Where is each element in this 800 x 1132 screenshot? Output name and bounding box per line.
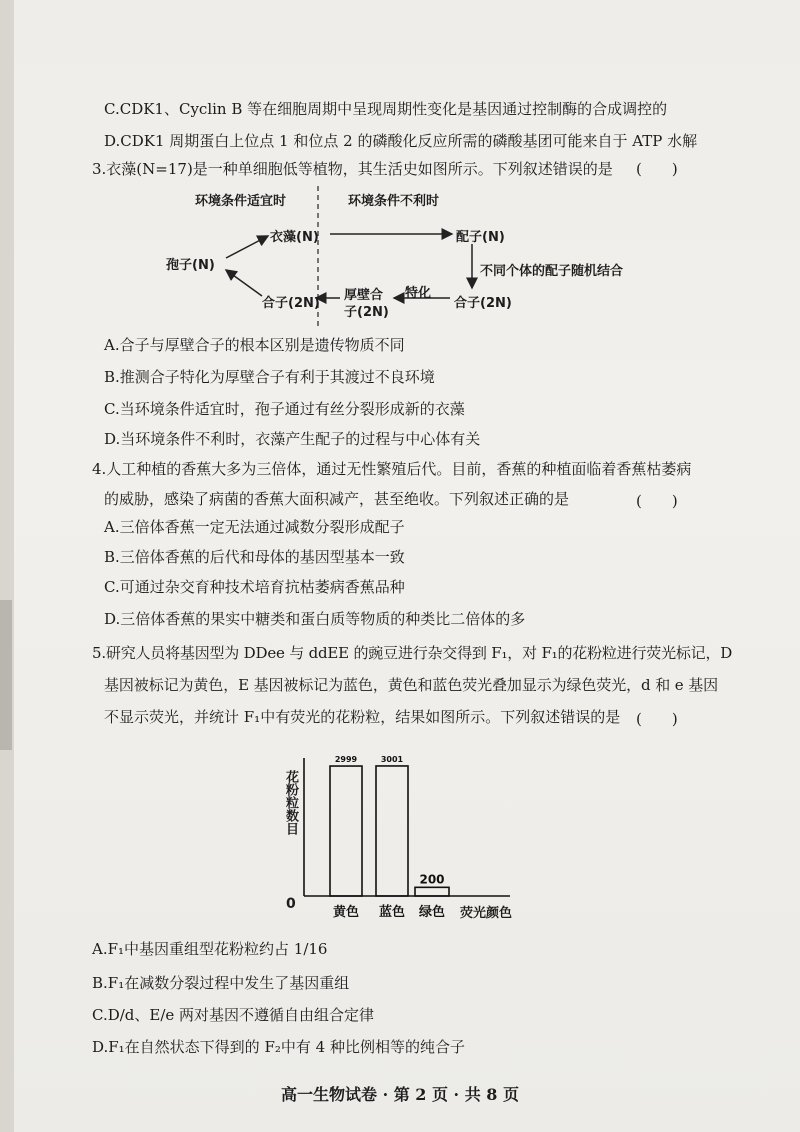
q4-option-b: B.三倍体香蕉的后代和母体的基因型基本一致: [104, 548, 405, 566]
q4-answer-bracket: ( ): [636, 492, 678, 510]
q5-answer-bracket: ( ): [636, 710, 678, 728]
q5-option-b: B.F₁在减数分裂过程中发生了基因重组: [92, 974, 350, 992]
q5-stem-line2: 基因被标记为黄色，E 基因被标记为蓝色，黄色和蓝色荧光叠加显示为绿色荧光，d 和 e 基因: [104, 676, 719, 694]
chart-data-label-1: 2999: [334, 755, 358, 765]
q3-option-b: B.推测合子特化为厚壁合子有利于其渡过不良环境: [104, 368, 435, 386]
diagram-label-random-fusion: 不同个体的配子随机结合: [480, 264, 624, 279]
q5-option-d: D.F₁在自然状态下得到的 F₂中有 4 种比例相等的纯合子: [92, 1038, 465, 1056]
q4-option-c: C.可通过杂交育种技术培育抗枯萎病香蕉品种: [104, 578, 405, 596]
q5-option-c: C.D/d、E/e 两对基因不遵循自由组合定律: [92, 1006, 375, 1024]
diagram-header-favorable: 环境条件适宜时: [195, 194, 287, 209]
chart-category-label-2: 蓝色: [378, 905, 406, 920]
diagram-node-thick-zygote-2: 子(2N): [344, 305, 389, 320]
diagram-node-alga: 衣藻(N): [270, 230, 319, 245]
q3-stem: 3.衣藻(N=17)是一种单细胞低等植物，其生活史如图所示。下列叙述错误的是: [92, 160, 613, 178]
q4-option-d: D.三倍体香蕉的果实中糖类和蛋白质等物质的种类比二倍体的多: [104, 610, 526, 628]
q5-stem-line1: 5.研究人员将基因型为 DDee 与 ddEE 的豌豆进行杂交得到 F₁，对 F₁的花粉粒进行荧光标记，D: [92, 644, 733, 662]
chart-category-label-1: 黄色: [332, 905, 360, 920]
q4-option-a: A.三倍体香蕉一定无法通过减数分裂形成配子: [104, 518, 405, 536]
chart-bar-2: [376, 766, 408, 896]
q3-answer-bracket: ( ): [636, 160, 678, 178]
q3-option-d: D.当环境条件不利时，衣藻产生配子的过程与中心体有关: [104, 430, 481, 448]
diagram-node-gamete: 配子(N): [456, 230, 505, 245]
q2-option-d: D.CDK1 周期蛋白上位点 1 和位点 2 的磷酸化反应所需的磷酸基团可能来自于 ATP 水解: [104, 132, 698, 150]
chart-bar-3: [415, 887, 449, 896]
q5-stem-line3: 不显示荧光，并统计 F₁中有荧光的花粉粒，结果如图所示。下列叙述错误的是: [104, 708, 621, 726]
chart-data-label-2: 3001: [380, 754, 404, 764]
diagram-node-thick-zygote-1: 厚壁合: [344, 288, 384, 303]
chart-y-axis-label: 花粉粒数目: [283, 770, 298, 835]
chart-bar-1: [330, 766, 362, 896]
q2-option-c: C.CDK1、Cyclin B 等在细胞周期中呈现周期性变化是基因通过控制酶的合成调控的: [104, 100, 668, 118]
diagram-label-specialize: 特化: [405, 286, 432, 301]
chart-data-label-3: 200: [419, 872, 445, 887]
diagram-node-zygote-left: 合子(2N): [262, 296, 320, 311]
q4-stem-line1: 4.人工种植的香蕉大多为三倍体，通过无性繁殖后代。目前，香蕉的种植面临着香蕉枯萎病: [92, 460, 692, 478]
chart-origin-label: 0: [286, 896, 296, 912]
diagram-node-spore: 孢子(N): [166, 258, 215, 273]
chart-category-label-3: 绿色: [418, 905, 446, 920]
q3-option-c: C.当环境条件适宜时，孢子通过有丝分裂形成新的衣藻: [104, 400, 465, 418]
diagram-node-zygote-right: 合子(2N): [454, 296, 512, 311]
diagram-header-unfavorable: 环境条件不利时: [348, 194, 440, 209]
q3-option-a: A.合子与厚壁合子的根本区别是遗传物质不同: [104, 336, 405, 354]
q5-option-a: A.F₁中基因重组型花粉粒约占 1/16: [92, 940, 328, 958]
chart-x-axis-label: 荧光颜色: [460, 906, 513, 921]
page-footer: 高一生物试卷 · 第 2 页 · 共 8 页: [281, 1085, 519, 1104]
q4-stem-line2: 的威胁，感染了病菌的香蕉大面积减产，甚至绝收。下列叙述正确的是: [104, 490, 570, 508]
